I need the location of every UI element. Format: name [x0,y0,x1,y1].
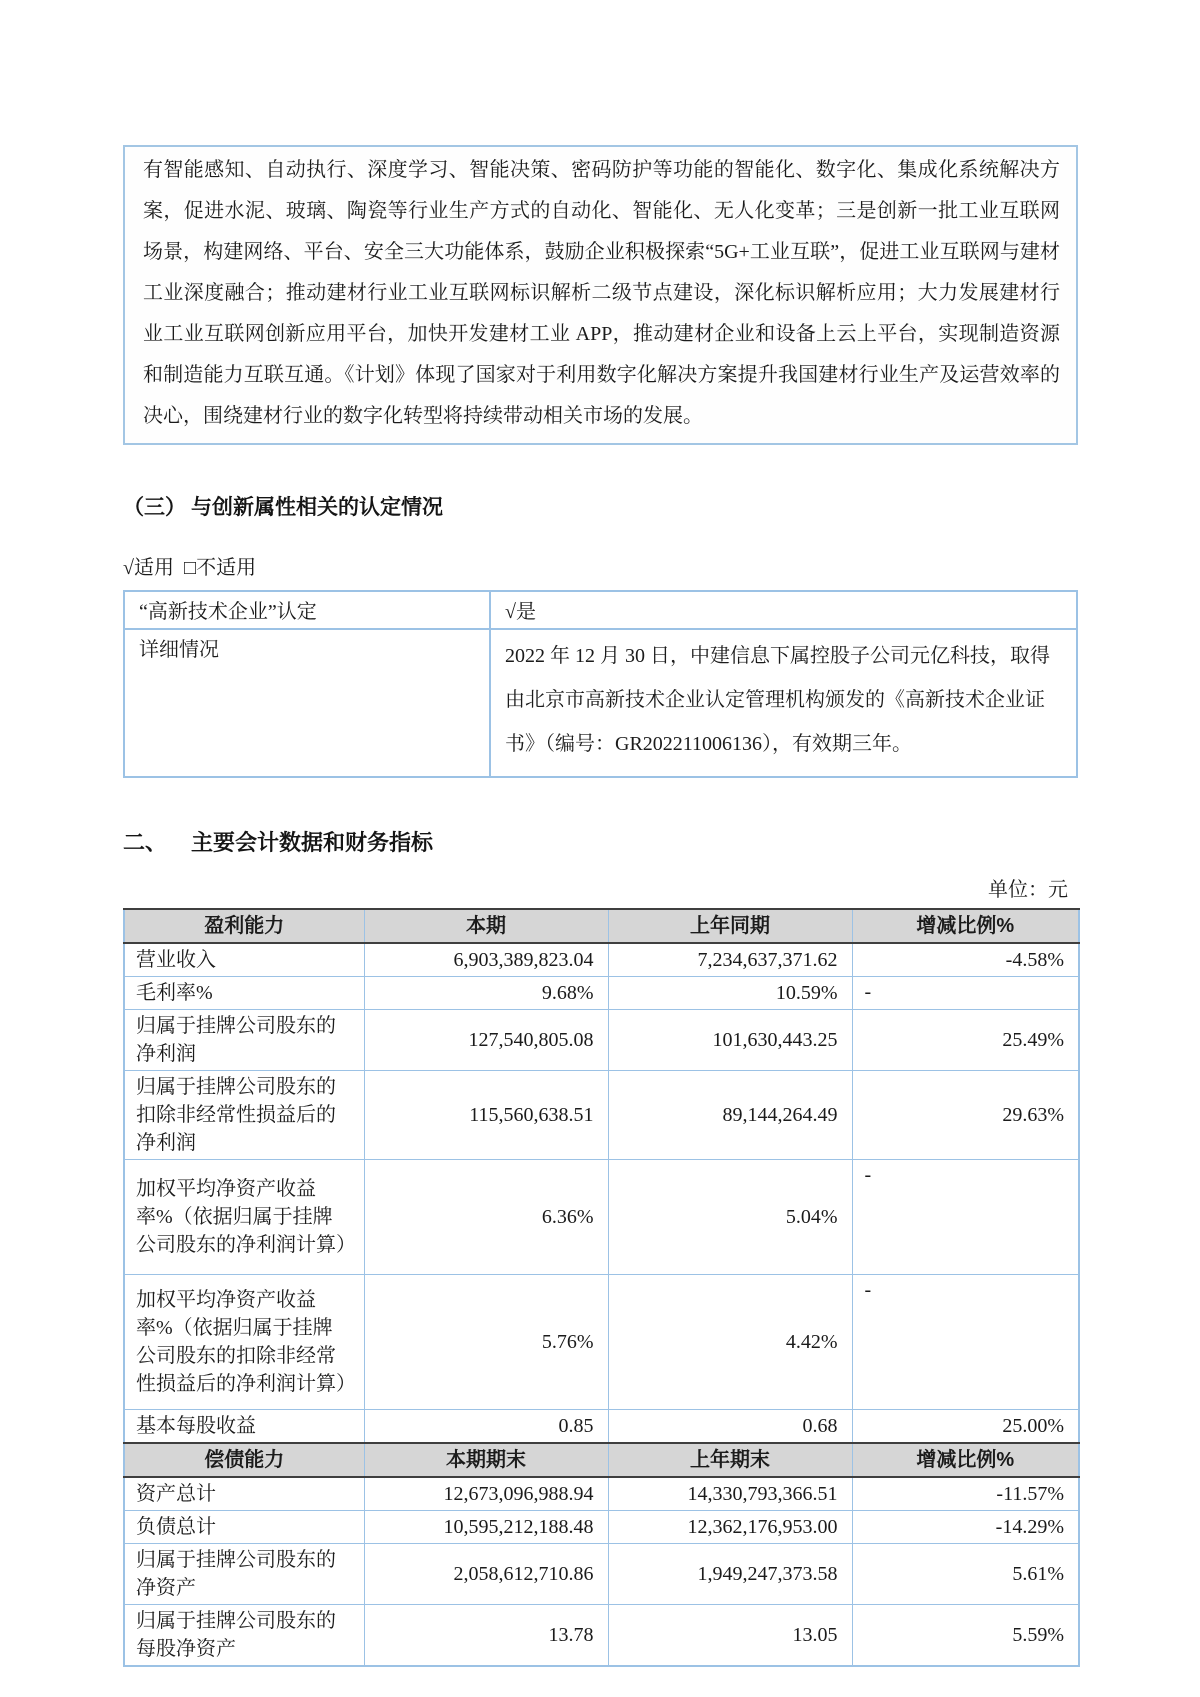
cert-row-label: “高新技术企业”认定 [124,591,490,629]
not-applicable-label: □不适用 [183,557,257,579]
cert-row-value: √是 [490,591,1077,629]
table-row [124,977,1079,1010]
table-row [124,1010,1079,1071]
page-content [123,0,1078,1667]
value-change: - [852,977,1079,1010]
value-prior: 1,949,247,373.58 [608,1544,852,1605]
value-change: 29.63% [852,1071,1079,1160]
hightech-certification-table [123,590,1078,778]
row-label: 加权平均净资产收益率%（依据归属于挂牌公司股东的净利润计算） [124,1160,364,1275]
value-change: - [852,1160,1079,1275]
table-row [124,943,1079,977]
table-row [124,591,1077,629]
header-cell: 盈利能力 [124,909,364,943]
header-cell: 本期 [364,909,608,943]
section-2-heading [123,826,1078,857]
header-cell: 本期期末 [364,1443,608,1477]
table-row [124,1511,1079,1544]
table-row [124,629,1077,777]
value-prior: 12,362,176,953.00 [608,1511,852,1544]
value-change: -14.29% [852,1511,1079,1544]
value-current: 9.68% [364,977,608,1010]
value-current: 0.85 [364,1410,608,1444]
value-prior: 14,330,793,366.51 [608,1477,852,1511]
row-label: 资产总计 [124,1477,364,1511]
cert-row-value: 2022 年 12 月 30 日，中建信息下属控股子公司元亿科技，取得由北京市高新技术企业认定管理机构颁发的《高新技术企业证书》（编号：GR202211006136），有效期三年。 [490,629,1077,777]
header-cell: 上年期末 [608,1443,852,1477]
row-label: 归属于挂牌公司股东的净资产 [124,1544,364,1605]
table-row [124,1605,1079,1667]
value-change: -11.57% [852,1477,1079,1511]
financial-indicators-table [123,908,1080,1667]
value-prior: 0.68 [608,1410,852,1444]
value-current: 115,560,638.51 [364,1071,608,1160]
value-prior: 13.05 [608,1605,852,1667]
value-change: 25.00% [852,1410,1079,1444]
header-cell: 偿债能力 [124,1443,364,1477]
row-label: 加权平均净资产收益率%（依据归属于挂牌公司股东的扣除非经常性损益后的净利润计算） [124,1275,364,1410]
table-row [124,1477,1079,1511]
value-change: 5.59% [852,1605,1079,1667]
header-cell: 增减比例% [852,1443,1079,1477]
value-current: 6,903,389,823.04 [364,943,608,977]
table-row [124,1410,1079,1444]
value-change: 5.61% [852,1544,1079,1605]
value-change: - [852,1275,1079,1410]
value-prior: 89,144,264.49 [608,1071,852,1160]
value-current: 13.78 [364,1605,608,1667]
row-label: 负债总计 [124,1511,364,1544]
solvency-header-row [124,1443,1079,1477]
row-label: 归属于挂牌公司股东的扣除非经常性损益后的净利润 [124,1071,364,1160]
table-row [124,1160,1079,1275]
value-change: -4.58% [852,943,1079,977]
intro-paragraph-box [123,145,1078,445]
table-row [124,1275,1079,1410]
section-3-number: （三） [123,496,186,519]
value-prior: 5.04% [608,1160,852,1275]
section-3-title: 与创新属性相关的认定情况 [191,496,443,519]
value-current: 6.36% [364,1160,608,1275]
row-label: 归属于挂牌公司股东的净利润 [124,1010,364,1071]
intro-paragraph: 有智能感知、自动执行、深度学习、智能决策、密码防护等功能的智能化、数字化、集成化系统解决方案，促进水泥、玻璃、陶瓷等行业生产方式的自动化、智能化、无人化变革；三是创新一批工业互联网场景，构建网络、平台、安全三大功能体系，鼓励企业积极探索“5G+工业互联”，促进工业互联网与建材工业深度融合；推动建材行业工业互联网标识解析二级节点建设，深化标识解析应用；大力发展建材行业工业互联网创新应用平台，加快开发建材工业 APP，推动建材企业和设备上云上平台，实现制造资源和制造能力互联互通。《计划》体现了国家对于利用数字化解决方案提升我国建材行业生产及运营效率的决心，围绕建材行业的数字化转型将持续带动相关市场的发展。 [143,159,1060,427]
value-prior: 7,234,637,371.62 [608,943,852,977]
unit-label: 单位：元 [988,879,1068,901]
table-row [124,1071,1079,1160]
section-2-number: 二、 [123,830,168,855]
value-current: 5.76% [364,1275,608,1410]
value-current: 127,540,805.08 [364,1010,608,1071]
value-change: 25.49% [852,1010,1079,1071]
value-prior: 10.59% [608,977,852,1010]
value-current: 2,058,612,710.86 [364,1544,608,1605]
applicability-line [123,551,1078,580]
table-row [124,1544,1079,1605]
header-cell: 增减比例% [852,909,1079,943]
row-label: 毛利率% [124,977,364,1010]
section-3-heading [123,491,1078,521]
row-label: 基本每股收益 [124,1410,364,1444]
value-prior: 101,630,443.25 [608,1010,852,1071]
applicable-checked-label: √适用 [123,557,174,579]
section-2-title: 主要会计数据和财务指标 [191,830,434,855]
row-label: 营业收入 [124,943,364,977]
header-cell: 上年同期 [608,909,852,943]
value-prior: 4.42% [608,1275,852,1410]
value-current: 10,595,212,188.48 [364,1511,608,1544]
profitability-header-row [124,909,1079,943]
cert-row-label: 详细情况 [124,629,490,777]
value-current: 12,673,096,988.94 [364,1477,608,1511]
row-label: 归属于挂牌公司股东的每股净资产 [124,1605,364,1667]
